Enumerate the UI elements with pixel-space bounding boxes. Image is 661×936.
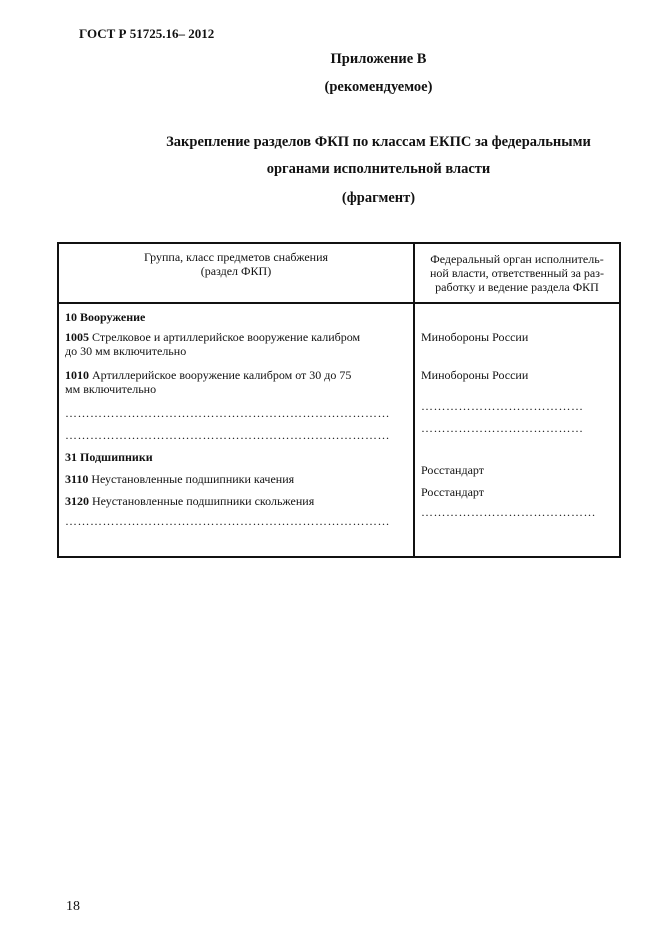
ellipsis-line: …………………………………………………………………… bbox=[65, 428, 390, 442]
class-code: 1010 bbox=[65, 368, 89, 382]
ellipsis-line: ………………………………… bbox=[421, 421, 584, 435]
ellipsis-line: …………………………………… bbox=[421, 505, 596, 519]
authority-column bbox=[414, 303, 620, 557]
table-body-row bbox=[58, 303, 620, 557]
class-text: Неустановленные подшипники скольжения bbox=[89, 494, 315, 508]
class-code: 1005 bbox=[65, 330, 89, 344]
authority-entry: Минобороны России bbox=[421, 330, 529, 344]
appendix-status: (рекомендуемое) bbox=[324, 79, 433, 95]
class-text: Артиллерийское вооружение калибром от 30 до 75 bbox=[89, 368, 352, 382]
column-header-authority-line2: ной власти, ответственный за раз- bbox=[429, 266, 604, 280]
class-text-cont: до 30 мм включительно bbox=[65, 344, 187, 358]
class-entry bbox=[65, 472, 407, 486]
authority-entry: Росстандарт bbox=[421, 485, 484, 499]
class-code: 3120 bbox=[65, 494, 89, 508]
groups-column bbox=[58, 303, 414, 557]
group-heading: 10 Вооружение bbox=[65, 310, 146, 324]
column-header-group-line1: Группа, класс предметов снабжения bbox=[143, 250, 329, 264]
group-heading: 31 Подшипники bbox=[65, 450, 153, 464]
class-entry bbox=[65, 330, 407, 358]
column-header-group bbox=[58, 243, 414, 303]
class-text: Стрелковое и артиллерийское вооружение калибром bbox=[89, 330, 361, 344]
class-text-cont: мм включительно bbox=[65, 382, 157, 396]
page-number: 18 bbox=[66, 899, 80, 914]
authority-entry: Росстандарт bbox=[421, 463, 484, 477]
column-header-group-line2: (раздел ФКП) bbox=[200, 264, 272, 278]
table-title-line1: Закрепление разделов ФКП по классам ЕКПС за федеральными bbox=[166, 134, 591, 150]
table-header-row bbox=[58, 243, 620, 303]
fkp-assignment-table bbox=[57, 242, 621, 558]
document-code: ГОСТ Р 51725.16– 2012 bbox=[79, 26, 215, 41]
class-text: Неустановленные подшипники качения bbox=[88, 472, 295, 486]
table-title-line2: органами исполнительной власти bbox=[266, 161, 491, 177]
ellipsis-line: …………………………………………………………………… bbox=[65, 514, 390, 528]
class-entry bbox=[65, 368, 407, 396]
class-entry bbox=[65, 494, 407, 508]
authority-entry: Минобороны России bbox=[421, 368, 529, 382]
column-header-authority-line1: Федеральный орган исполнитель- bbox=[430, 252, 604, 266]
appendix-title: Приложение В bbox=[330, 51, 427, 67]
column-header-authority-line3: работку и ведение раздела ФКП bbox=[435, 280, 599, 294]
class-code: 3110 bbox=[65, 472, 89, 486]
table-title-line3: (фрагмент) bbox=[341, 190, 416, 206]
ellipsis-line: ………………………………… bbox=[421, 399, 584, 413]
column-header-authority bbox=[414, 243, 620, 303]
ellipsis-line: …………………………………………………………………… bbox=[65, 406, 390, 420]
